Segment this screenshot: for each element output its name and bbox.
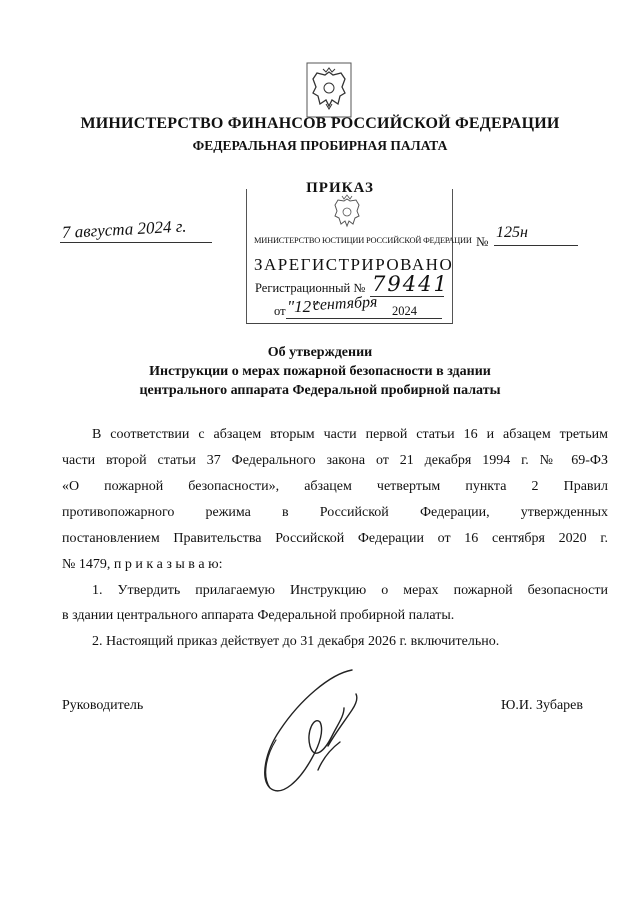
chamber-title: ФЕДЕРАЛЬНАЯ ПРОБИРНАЯ ПАЛАТА [192,138,448,153]
stamp-reg-number: 79441 [372,272,449,296]
stamp-reg-number-label: Регистрационный № [255,281,366,295]
body-p1-line: части второй статьи 37 Федерального закона от 21 декабря 1994 г. № 69-ФЗ [62,453,608,468]
body-p3-line: 2. Настоящий приказ действует до 31 декабря 2026 г. включительно. [92,634,500,649]
stamp-date-month: сентября [312,293,378,314]
stamp-registered-text: ЗАРЕГИСТРИРОВАНО [254,255,454,274]
order-number-label: № [476,234,489,249]
body-p2-line: в здании центрального аппарата Федеральной пробирной палаты. [62,608,455,623]
order-date-line [60,242,212,243]
handwritten-signature-icon [240,660,400,800]
stamp-date-line [286,318,442,319]
subject-line-2: Инструкции о мерах пожарной безопасности в здании [149,364,491,379]
stamp-date-label: от [274,304,286,318]
body-p1-line: В соответствии с абзацем вторым части первой статьи 16 и абзацем третьим [92,427,608,442]
body-p2-line: 1. Утвердить прилагаемую Инструкцию о мерах пожарной безопасности [92,583,608,598]
signatory-position: Руководитель [62,698,144,713]
order-date-handwritten: 7 августа 2024 г. [61,216,187,242]
subject-line-3: центрального аппарата Федеральной пробирной палаты [139,383,501,398]
order-number-handwritten: 125н [496,224,528,241]
stamp-date-year: 2024 [392,304,417,318]
stamp-date-day: "12" [287,297,319,316]
stamp-ministry-text: МИНИСТЕРСТВО ЮСТИЦИИ РОССИЙСКОЙ ФЕДЕРАЦИИ [254,236,472,245]
ministry-title: МИНИСТЕРСТВО ФИНАНСОВ РОССИЙСКОЙ ФЕДЕРАЦИИ [80,115,560,132]
stamp-reg-number-line [370,296,444,297]
body-p1-line: «О пожарной безопасности», абзацем четвертым пункта 2 Правил [62,479,608,494]
order-number-line [494,245,578,246]
body-p1-line: противопожарного режима в Российской Федерации, утвержденных [62,505,608,520]
body-p1-line: № 1479, п р и к а з ы в а ю: [62,557,223,572]
coat-of-arms-emblem [306,62,352,118]
signatory-name: Ю.И. Зубарев [501,698,583,713]
subject-line-1: Об утверждении [267,345,373,360]
order-title: ПРИКАЗ [306,180,374,196]
stamp-emblem-icon [329,193,365,233]
body-p1-line: постановлением Правительства Российской Федерации от 16 сентября 2020 г. [62,531,608,546]
